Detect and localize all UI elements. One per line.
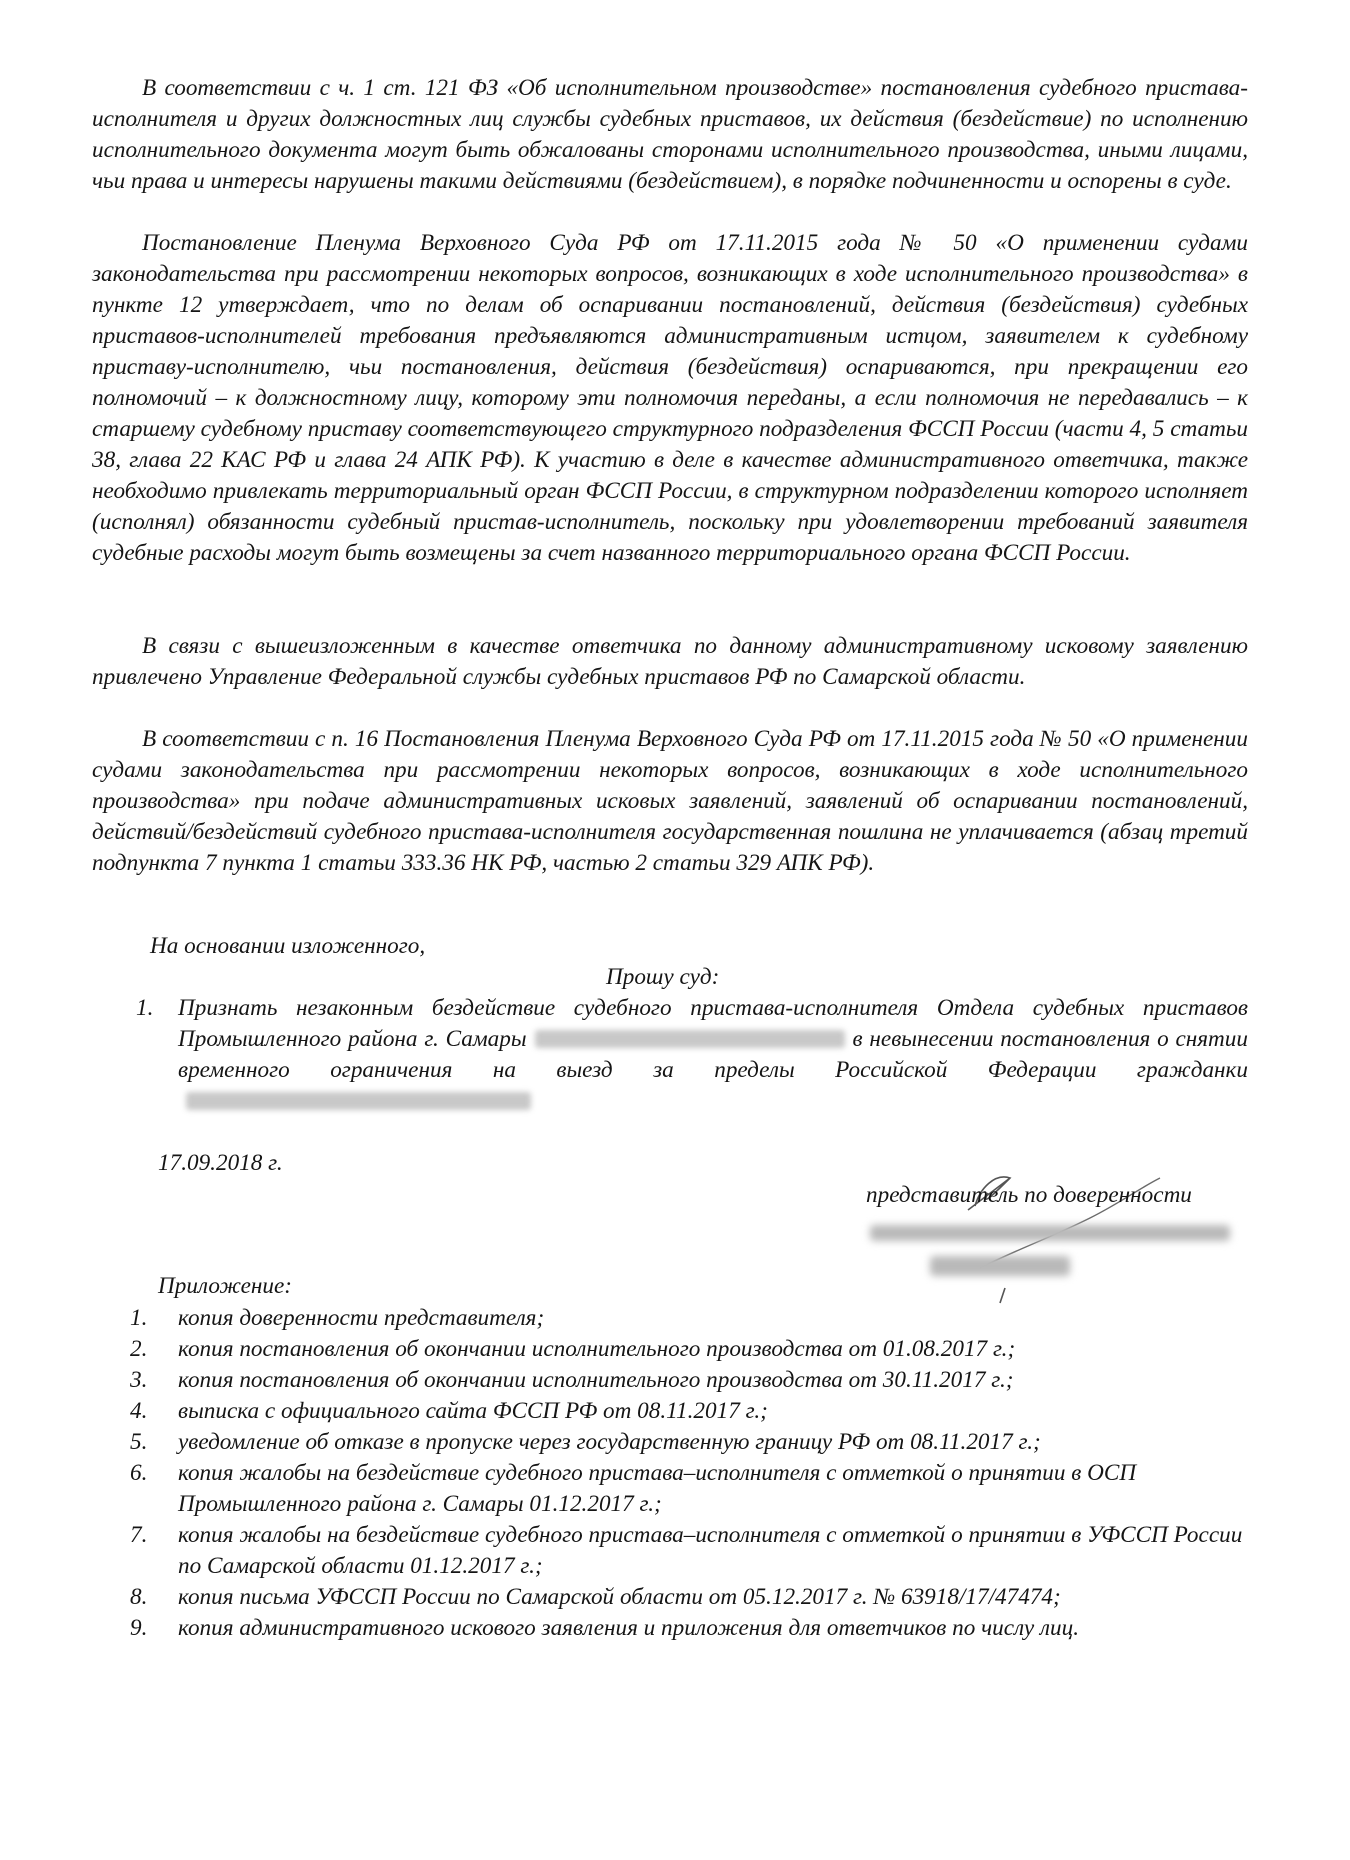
request-item: [92, 993, 1248, 1117]
attachment-item: [92, 1613, 1248, 1644]
attachments-list: [92, 1303, 1248, 1644]
attachment-text: копия письма УФССП России по Самарской области от 05.12.2017 г. № 63918/17/47474;: [178, 1584, 1061, 1610]
request-text-part1: Признать незаконным бездействие судебного пристава-исполнителя Отдела судебных приставов Промышленного района г. Самары: [178, 995, 1248, 1052]
attachment-number: 8.: [130, 1584, 148, 1610]
basis-line: На основании изложенного,: [150, 933, 426, 959]
attachment-text: копия административного искового заявления и приложения для ответчиков по числу лиц.: [178, 1615, 1080, 1641]
attachment-number: 2.: [130, 1336, 148, 1362]
attachment-text: копия жалобы на бездействие судебного пристава–исполнителя с отметкой о принятии в ОСП Промышленного района г. Самары 01.12.2017 г.;: [178, 1460, 1137, 1517]
request-item-number: 1.: [136, 995, 154, 1021]
redacted-bailiff-name: [535, 1030, 845, 1048]
redacted-signature: [870, 1225, 1230, 1241]
attachment-number: 1.: [130, 1305, 148, 1331]
request-title: Прошу суд:: [606, 964, 720, 990]
attachment-number: 5.: [130, 1429, 148, 1455]
signature-role: представитель по доверенности: [866, 1182, 1192, 1208]
paragraph-plenum-resolution: Постановление Пленума Верховного Суда РФ от 17.11.2015 года № 50 «О применении судами законодательства при рассмотрении некоторых вопросов, возникающих в ходе исполнительного производства» в пункте 12 утверждает, что по делам об оспаривании постановлений, действия (бездействия) судебных приставов-исполнителей требования предъявляются административным истцом, заявителем к судебному приставу-исполнителю, чьи постановления, действия (бездействия) оспариваются, при прекращении его полномочий – к должностному лицу, которому эти полномочия переданы, а если полномочия не передавались – к старшему судебному приставу соответствующего структурного подразделения ФССП России (части 4, 5 статьи 38, глава 22 КАС РФ и глава 24 АПК РФ). К участию в деле в качестве административного ответчика, также необходимо привлекать территориальный орган ФССП России, в структурном подразделении которого исполняет (исполнял) обязанности судебный пристав-исполнитель, поскольку при удовлетворении требований заявителя судебные расходы могут быть возмещены за счет названного территориального органа ФССП России.: [92, 230, 1248, 566]
redacted-signature-tail: [930, 1256, 1070, 1276]
request-list: [92, 993, 1248, 1117]
attachment-number: 7.: [130, 1522, 148, 1548]
attachment-item: [92, 1458, 1248, 1520]
attachment-text: копия постановления об окончании исполнительного производства от 01.08.2017 г.;: [178, 1336, 1016, 1362]
attachment-item: [92, 1427, 1248, 1458]
paragraph-state-duty: В соответствии с п. 16 Постановления Пленума Верховного Суда РФ от 17.11.2015 года № 50 «О применении судами законодательства при рассмотрении некоторых вопросов, возникающих в ходе исполнительного производства» при подаче административных исковых заявлений, заявлений об оспаривании постановлений, действий/бездействий судебного пристава-исполнителя государственная пошлина не уплачивается (абзац третий подпункта 7 пункта 1 статьи 333.36 НК РФ, частью 2 статьи 329 АПК РФ).: [92, 726, 1248, 876]
document-date: 17.09.2018 г.: [158, 1150, 283, 1176]
attachment-text: копия постановления об окончании исполнительного производства от 30.11.2017 г.;: [178, 1367, 1014, 1393]
attachment-item: [92, 1365, 1248, 1396]
attachment-text: уведомление об отказе в пропуске через государственную границу РФ от 08.11.2017 г.;: [178, 1429, 1041, 1455]
attachment-number: 6.: [130, 1460, 148, 1486]
attachment-number: 3.: [130, 1367, 148, 1393]
paragraph-appeal-rights: В соответствии с ч. 1 ст. 121 ФЗ «Об исполнительном производстве» постановления судебного пристава-исполнителя и других должностных лиц службы судебных приставов, их действия (бездействие) по исполнению исполнительного документа могут быть обжалованы сторонами исполнительного производства, иными лицами, чьи права и интересы нарушены такими действиями (бездействием), в порядке подчиненности и оспорены в суде.: [92, 75, 1248, 194]
attachment-number: 4.: [130, 1398, 148, 1424]
request-text-part2: в невынесении постановления о снятии временного ограничения на выезд за пределы Российской Федерации гражданки: [178, 1026, 1248, 1083]
attachment-text: копия жалобы на бездействие судебного пристава–исполнителя с отметкой о принятии в УФССП России по Самарской области 01.12.2017 г.;: [178, 1522, 1243, 1579]
attachment-text: копия доверенности представителя;: [178, 1305, 545, 1331]
attachment-item: [92, 1334, 1248, 1365]
attachments-title: Приложение:: [158, 1273, 293, 1299]
attachment-item: [92, 1582, 1248, 1613]
redacted-citizen-name: [186, 1092, 531, 1110]
attachment-number: 9.: [130, 1615, 148, 1641]
attachment-item: [92, 1303, 1248, 1334]
attachment-item: [92, 1520, 1248, 1582]
attachment-text: выписка с официального сайта ФССП РФ от 08.11.2017 г.;: [178, 1398, 768, 1424]
paragraph-defendant: В связи с вышеизложенным в качестве ответчика по данному административному исковому заявлению привлечено Управление Федеральной службы судебных приставов РФ по Самарской области.: [92, 633, 1248, 690]
attachment-item: [92, 1396, 1248, 1427]
